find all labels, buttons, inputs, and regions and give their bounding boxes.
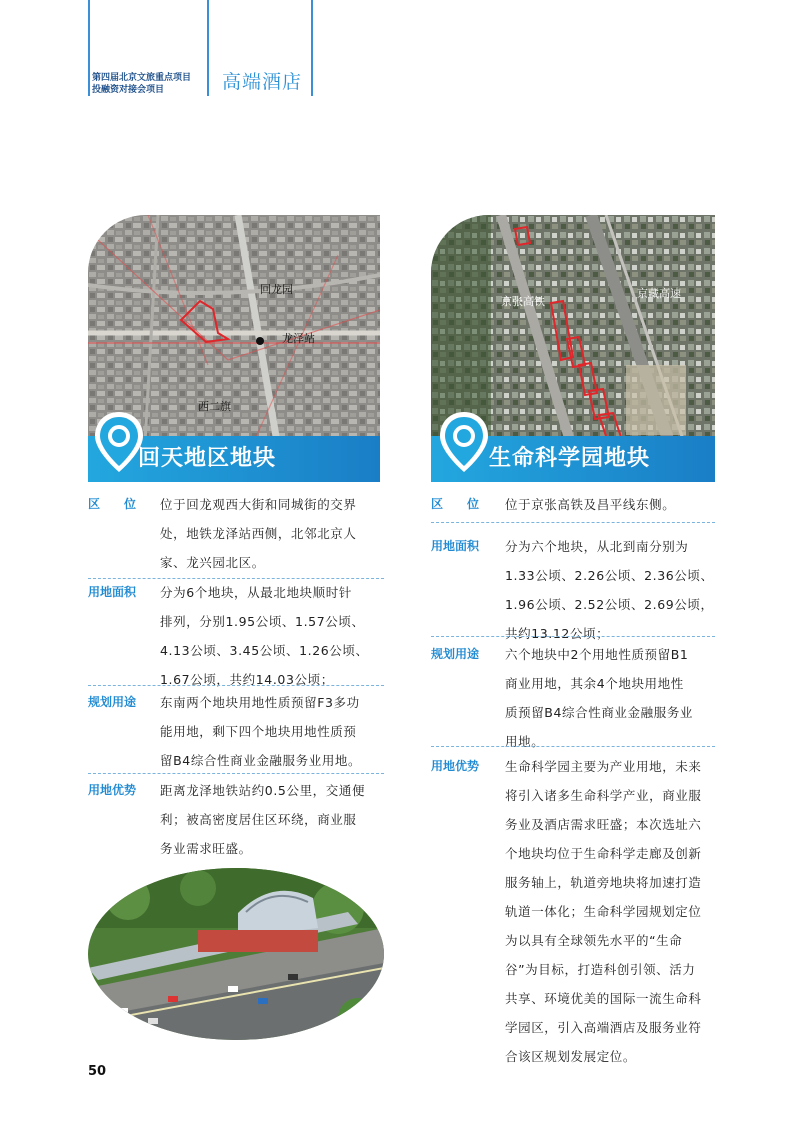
life-science-row-location <box>431 490 721 520</box>
divider <box>88 685 384 686</box>
huitian-row-area <box>88 578 388 687</box>
row-label: 区 位 <box>431 497 480 511</box>
huitian-row-location <box>88 490 388 578</box>
divider <box>88 773 384 774</box>
row-label: 规划用途 <box>88 695 137 709</box>
section-title: 高端酒店 <box>222 71 303 93</box>
life-science-title: 生命科学园地块 <box>489 446 651 471</box>
life-science-row-usage <box>431 640 721 756</box>
map-label-xierqi: 西二旗 <box>198 400 231 413</box>
huitian-row-advantage <box>88 776 388 862</box>
divider <box>431 636 715 637</box>
page-number: 50 <box>88 1064 107 1079</box>
header-rule-middle <box>207 0 209 96</box>
location-pin-icon <box>437 410 491 474</box>
row-label: 用地优势 <box>431 759 480 773</box>
row-text: 距离龙泽地铁站约0.5公里，交通便 利；被高密度居住区环绕，商业服 务业需求旺盛。 <box>160 783 366 856</box>
location-pin-icon <box>92 410 146 474</box>
map-label-huilongyuan: 回龙园 <box>260 283 293 296</box>
row-text: 生命科学园主要为产业用地，未来 将引入诸多生命科学产业，商业服 务业及酒店需求旺盛；本次选址六 个地块均位于生命科学走廊及创新 服务轴上，轨道旁地块将加速打造 轨道一体化；生命科学园规划定位 为以具有全球领先水平的“生命 谷”为目标，打造科创引领、活力 共享、环境优美的国际一流生命科 学园区，引入高端酒店及服务业符 合该区规划发展定位。 <box>505 759 702 1064</box>
life-science-row-advantage <box>431 752 721 1064</box>
row-label: 区 位 <box>88 497 137 511</box>
header-rule-left <box>88 0 90 96</box>
divider <box>431 522 715 523</box>
event-title-line1: 第四届北京文旅重点项目 <box>92 73 192 83</box>
life-science-row-area <box>431 532 721 648</box>
row-text: 六个地块中2个用地性质预留B1 商业用地，其余4个地块用地性 质预留B4综合性商业金融服务业 用地。 <box>505 647 694 749</box>
row-text: 分为六个地块，从北到南分别为 1.33公顷、2.26公顷、2.36公顷、 1.96公顷、2.52公顷、2.69公顷， 共约13.12公顷； <box>505 539 714 641</box>
map-label-longze-station: 龙泽站 <box>282 332 315 345</box>
row-text: 分为6个地块，从最北地块顺时针 排列，分别1.95公顷、1.57公顷、 4.13公顷、3.45公顷、1.26公顷、 1.67公顷，共约14.03公顷； <box>160 585 369 687</box>
row-text: 东南两个地块用地性质预留F3多功 能用地，剩下四个地块用地性质预 留B4综合性商业金融服务业用地。 <box>160 695 362 768</box>
header-rule-right <box>311 0 313 96</box>
row-label: 用地面积 <box>88 585 137 599</box>
row-text: 位于京张高铁及昌平线东侧。 <box>505 497 676 512</box>
huitian-row-usage <box>88 688 388 774</box>
row-text: 位于回龙观西大街和同城街的交界 处，地铁龙泽站西侧，北邻北京人 家、龙兴园北区。 <box>160 497 357 570</box>
longze-station-aerial-photo <box>88 868 384 1040</box>
row-label: 用地面积 <box>431 539 480 553</box>
map-label-jingzhang-rail: 京张高铁 <box>501 295 545 308</box>
row-label: 用地优势 <box>88 783 137 797</box>
event-title-line2: 投融资对接会项目 <box>92 85 165 95</box>
divider <box>431 746 715 747</box>
event-title <box>92 72 202 96</box>
huitian-title: 回天地区地块 <box>138 446 277 471</box>
row-label: 规划用途 <box>431 647 480 661</box>
map-label-jingzang-expressway: 京藏高速 <box>637 287 681 300</box>
